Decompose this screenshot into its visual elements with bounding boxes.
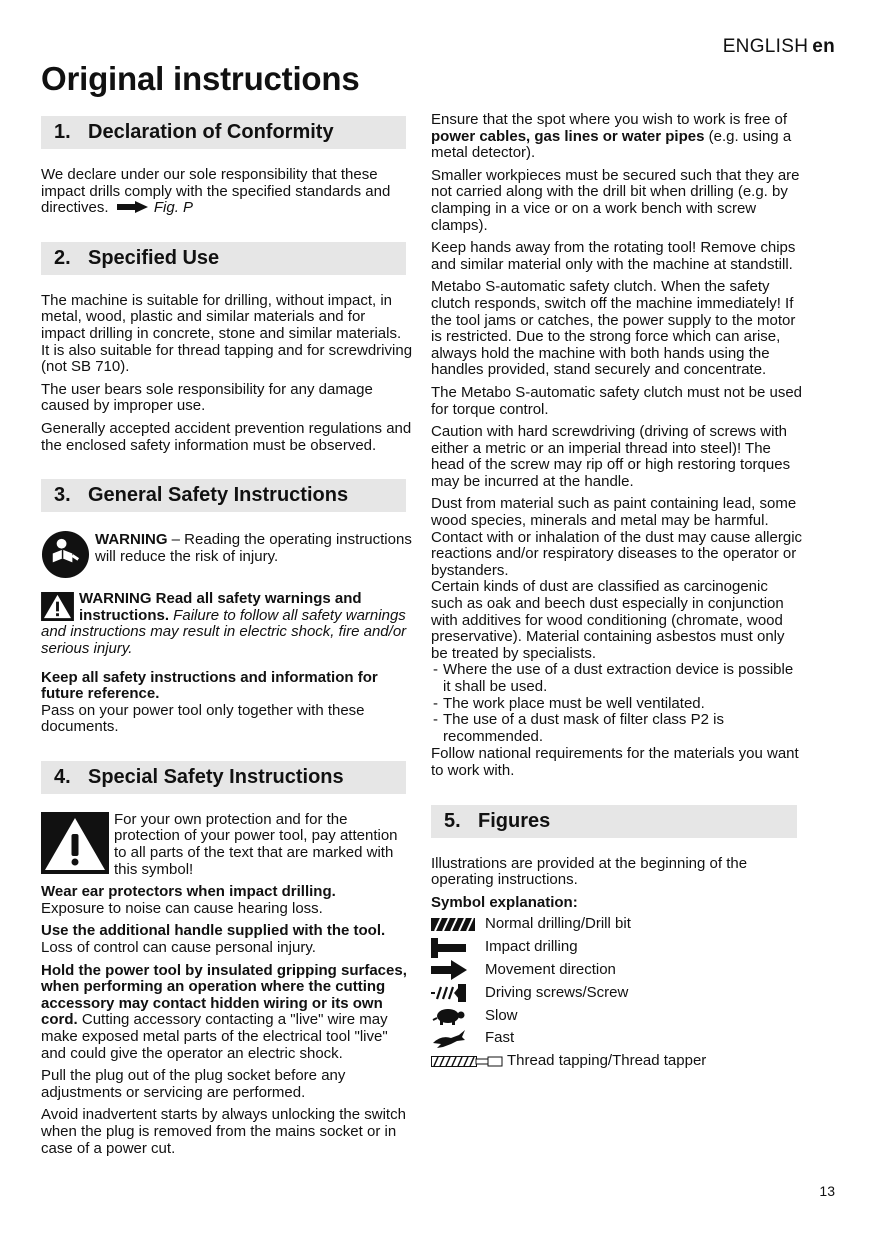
section-heading-general-safety: 3. General Safety Instructions	[41, 479, 406, 512]
section-heading-special-safety: 4. Special Safety Instructions	[41, 761, 406, 794]
page-number: 13	[819, 1183, 835, 1199]
specified-use-p1: The machine is suitable for drilling, without impact, in metal, wood, plastic and similar materials and for impact drilling in concrete, stone and similar materials. It is also suitable for thread tapping and for screwdriving (not SB 710).	[41, 291, 413, 376]
figure-reference: Fig. P	[153, 199, 194, 217]
language-label: ENGLISH	[722, 36, 809, 57]
symbol-row: Fast	[431, 1027, 803, 1050]
dust-measures-list	[431, 662, 803, 745]
warning-icon	[41, 812, 109, 874]
pull-plug: Pull the plug out of the plug socket before any adjustments or servicing are performed.	[41, 1067, 346, 1101]
drill-bit-icon	[431, 918, 475, 931]
symbol-explanation-heading: Symbol explanation:	[431, 893, 578, 911]
ensure-spot: Ensure that the spot where you wish to work is free of power cables, gas lines or water pipes (e.g. using a metal detector).	[431, 111, 792, 162]
hard-screwdriving: Caution with hard screwdriving (driving of screws with either a metric or an imperial thread into steel)! The head of the screw may rip off or high restoring torques may be incurred at the handle.	[431, 423, 791, 490]
symbol-row: Driving screws/Screw	[431, 982, 803, 1005]
national-requirements: Follow national requirements for the materials you want to work with.	[431, 745, 799, 779]
screw-icon	[431, 983, 467, 1003]
protection-notice: For your own protection and for the protection of your power tool, pay attention to all parts of the text that are marked with this symbol!	[41, 812, 413, 878]
section-heading-figures: 5. Figures	[431, 805, 797, 838]
ear-protectors: Wear ear protectors when impact drilling. Exposure to noise can cause hearing loss.	[41, 883, 336, 917]
impact-drilling-icon	[431, 938, 467, 958]
list-item: - The work place must be well ventilated.	[431, 696, 803, 713]
insulated-gripping: Hold the power tool by insulated gripping surfaces, when performing an operation where the cutting accessory may contact hidden wiring or its own cord. Cutting accessory contacting a "live" wire may make exposed metal parts of the electrical tool "live" and could give the operator an electric shock.	[41, 961, 407, 1062]
tortoise-icon	[431, 1007, 467, 1025]
symbol-row: Normal drilling/Drill bit	[431, 913, 803, 936]
hare-icon	[431, 1029, 467, 1049]
figures-text: Illustrations are provided at the beginning of the operating instructions.	[431, 854, 748, 889]
warning-triangle-icon	[41, 592, 74, 621]
list-item: - Where the use of a dust extraction device is possible it shall be used.	[431, 662, 803, 695]
read-manual-icon	[41, 530, 90, 579]
safety-clutch: Metabo S-automatic safety clutch. When the safety clutch responds, switch off the machine immediately! If the tool jams or catches, the power supply to the motor is restricted. Due to the strong force which can arise, always hold the machine with both hands using the handles provided, stand securely and concentrate.	[431, 278, 796, 379]
declaration-text: We declare under our sole responsibility that these impact drills comply with the specified standards and directives. Fig. P	[41, 166, 391, 217]
left-column	[41, 112, 413, 1163]
section-heading-specified-use: 2. Specified Use	[41, 242, 406, 275]
thread-tapper-icon	[431, 1056, 503, 1067]
additional-handle: Use the additional handle supplied with the tool. Loss of control can cause personal injury.	[41, 922, 386, 957]
read-manual-warning: WARNING – Reading the operating instructions will reduce the risk of injury.	[41, 530, 413, 579]
avoid-starts: Avoid inadvertent starts by always unlocking the switch when the plug is removed from the mains socket or in case of a power cut.	[41, 1106, 406, 1157]
symbol-row: Slow	[431, 1005, 803, 1028]
page-title: Original instructions	[41, 60, 360, 97]
general-warning: WARNING Read all safety warnings and instructions. Failure to follow all safety warnings and instructions may result in electric shock, fire and/or serious injury.	[41, 590, 407, 657]
language-indicator	[723, 36, 835, 58]
symbol-row: Impact drilling	[431, 936, 803, 959]
specified-use-p2: The user bears sole responsibility for any damage caused by improper use.	[41, 380, 373, 415]
section-heading-declaration: 1. Declaration of Conformity	[41, 116, 406, 149]
arrow-icon	[117, 201, 148, 213]
torque-control: The Metabo S-automatic safety clutch must not be used for torque control.	[431, 383, 803, 418]
arrow-icon	[431, 960, 467, 980]
language-code: en	[812, 36, 835, 57]
secure-workpieces: Smaller workpieces must be secured such that they are not carried along with the drill bit when drilling (e.g. by clamping in a vice or on a work bench with screw clamps).	[431, 166, 800, 234]
specified-use-p3: Generally accepted accident prevention regulations and the enclosed safety information must be observed.	[41, 419, 412, 454]
hands-away: Keep hands away from the rotating tool! Remove chips and similar material only with the machine at standstill.	[431, 239, 796, 273]
symbol-row: Thread tapping/Thread tapper	[431, 1050, 803, 1073]
keep-instructions: Keep all safety instructions and information for future reference. Pass on your power tool only together with these documents.	[41, 668, 378, 736]
dust-harmful: Dust from material such as paint containing lead, some wood species, minerals and metal may be harmful. Contact with or inhalation of the dust may cause allergic reactions and/or respiratory diseases to the operator or bystanders.	[431, 495, 803, 579]
right-column	[431, 112, 803, 1073]
dust-carcinogenic: Certain kinds of dust are classified as carcinogenic such as oak and beech dust especially in conjunction with additives for wood conditioning (chromate, wood preservative). Material containing asbestos must only be treated by specialists.	[431, 578, 785, 662]
symbol-row: Movement direction	[431, 959, 803, 982]
list-item: - The use of a dust mask of filter class P2 is recommended.	[431, 712, 803, 745]
